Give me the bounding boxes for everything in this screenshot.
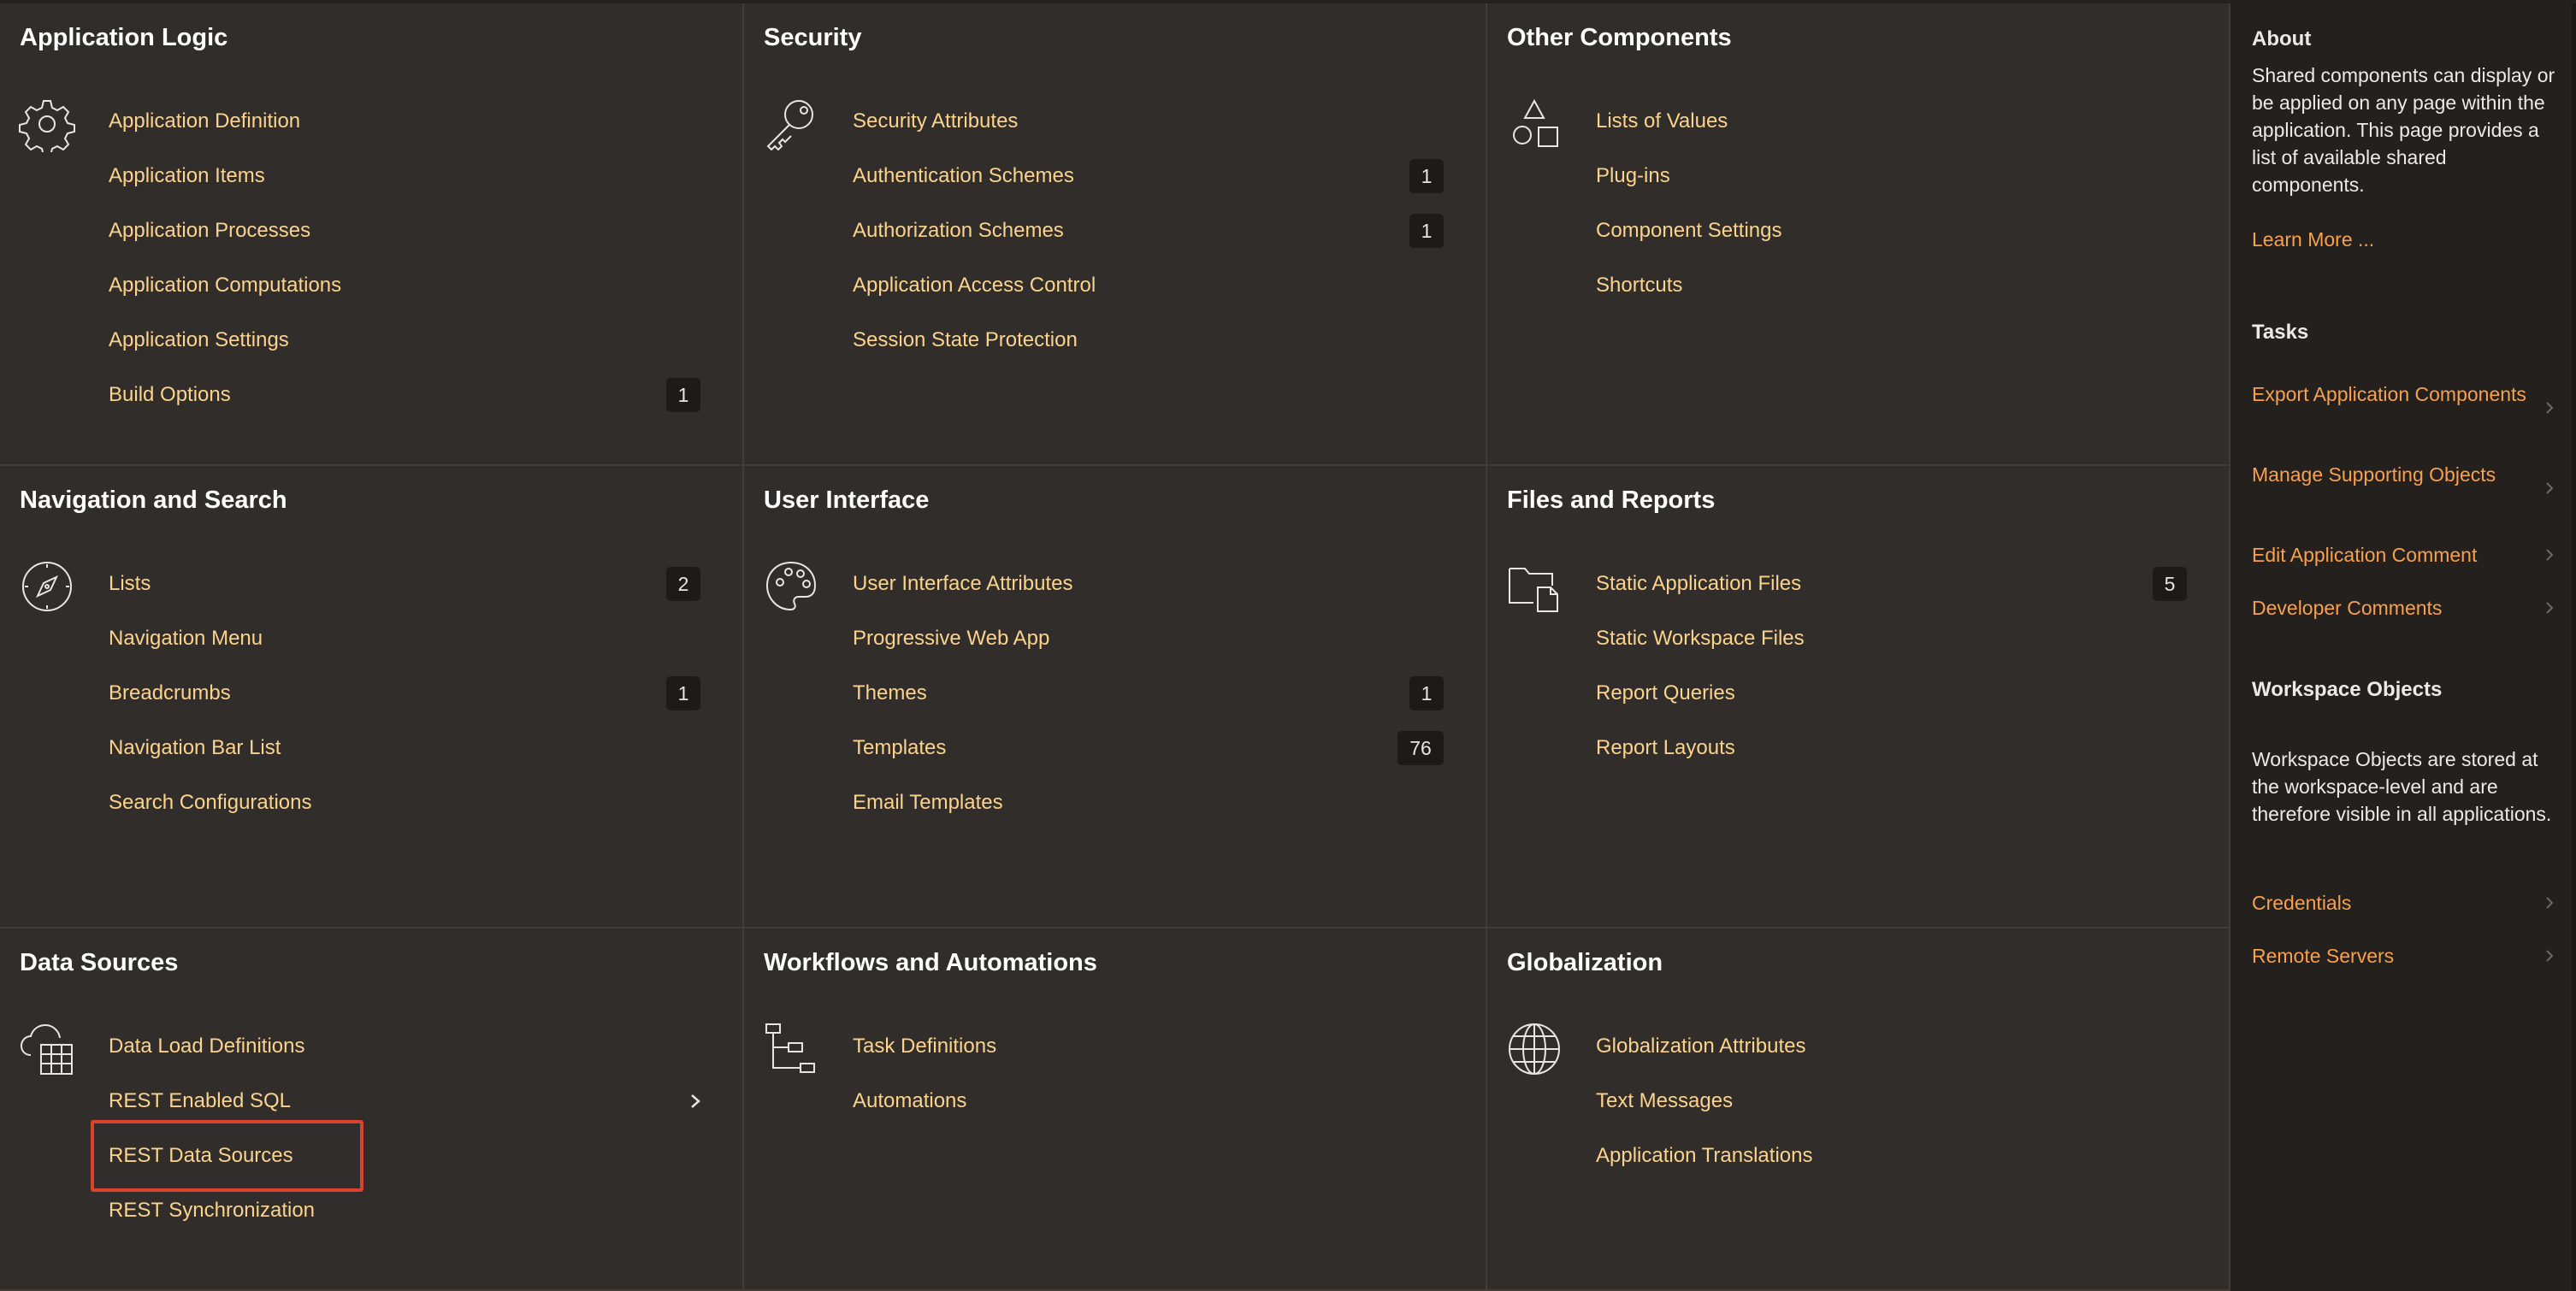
link-report-queries[interactable]: Report Queries [1596,681,1735,704]
link-application-translations[interactable]: Application Translations [1596,1144,1813,1167]
count-badge: 1 [1409,159,1444,193]
about-text: Shared components can display or be applied on any page within the application. This page provides a list of available shared components. [2252,64,2555,196]
count-badge: 1 [666,378,700,412]
globe-icon [1506,1021,1563,1077]
panel-title: Security [764,24,862,51]
link-rest-enabled-sql[interactable]: REST Enabled SQL [109,1089,292,1112]
chevron-right-icon [2542,475,2557,502]
compass-icon [19,558,75,615]
link-static-workspace-files[interactable]: Static Workspace Files [1596,627,1805,650]
task-edit-application-comment[interactable]: Edit Application Comment [2252,544,2478,566]
link-rest-synchronization[interactable]: REST Synchronization [109,1199,316,1222]
link-lists-of-values[interactable]: Lists of Values [1596,109,1728,133]
gear-icon [19,96,75,152]
link-application-items[interactable]: Application Items [109,164,265,187]
link-themes[interactable]: Themes [853,681,927,704]
panel-title: Navigation and Search [20,486,287,514]
link-navigation-menu[interactable]: Navigation Menu [109,627,263,650]
chevron-right-icon [2542,541,2557,569]
link-application-access-control[interactable]: Application Access Control [853,274,1096,297]
panel-title: Application Logic [20,24,228,51]
chevron-right-icon [2542,394,2557,421]
link-breadcrumbs[interactable]: Breadcrumbs [109,681,231,704]
link-text-messages[interactable]: Text Messages [1596,1089,1734,1112]
panel-navigation-search [0,466,744,928]
chevron-right-icon [2542,942,2557,970]
link-application-definition[interactable]: Application Definition [109,109,301,133]
panel-workflows-automations [744,928,1487,1291]
panel-files-reports [1487,466,2230,928]
count-badge: 1 [1409,214,1444,248]
components-grid [0,3,2230,1291]
about-heading: About [2252,27,2312,50]
link-navigation-bar-list[interactable]: Navigation Bar List [109,736,281,759]
panel-title: Other Components [1507,24,1732,51]
link-templates[interactable]: Templates [853,736,947,759]
panel-title: Workflows and Automations [764,949,1097,976]
link-report-layouts[interactable]: Report Layouts [1596,736,1735,759]
link-component-settings[interactable]: Component Settings [1596,219,1782,242]
link-build-options[interactable]: Build Options [109,383,231,406]
panel-other-components [1487,3,2230,466]
shapes-icon [1506,96,1563,152]
count-badge: 2 [666,567,700,601]
palette-icon [763,558,819,615]
folder-files-icon [1506,558,1563,615]
link-session-state-protection[interactable]: Session State Protection [853,328,1078,351]
workspace-objects-heading: Workspace Objects [2252,678,2443,701]
link-plug-ins[interactable]: Plug-ins [1596,164,1670,187]
panel-user-interface [744,466,1487,928]
link-authorization-schemes[interactable]: Authorization Schemes [853,219,1064,242]
link-security-attributes[interactable]: Security Attributes [853,109,1019,133]
highlight-box [91,1120,363,1192]
count-badge: 1 [1409,676,1444,710]
link-application-computations[interactable]: Application Computations [109,274,342,297]
right-sidebar [2230,3,2576,1291]
workspace-objects-text: Workspace Objects are stored at the workspace-level and are therefore visible in all applications. [2252,748,2552,825]
link-globalization-attributes[interactable]: Globalization Attributes [1596,1035,1806,1058]
link-progressive-web-app[interactable]: Progressive Web App [853,627,1050,650]
key-icon [763,96,819,152]
panel-title: Data Sources [20,949,179,976]
link-email-templates[interactable]: Email Templates [853,791,1003,814]
link-lists[interactable]: Lists [109,572,151,595]
link-task-definitions[interactable]: Task Definitions [853,1035,997,1058]
link-search-configurations[interactable]: Search Configurations [109,791,312,814]
panel-security [744,3,1487,466]
link-automations[interactable]: Automations [853,1089,967,1112]
count-badge: 5 [2153,567,2187,601]
link-shortcuts[interactable]: Shortcuts [1596,274,1683,297]
chevron-right-icon [2542,889,2557,917]
task-developer-comments[interactable]: Developer Comments [2252,597,2443,619]
task-export-application-components[interactable]: Export Application Components [2252,383,2526,405]
link-application-processes[interactable]: Application Processes [109,219,311,242]
panel-title: User Interface [764,486,930,514]
link-static-application-files[interactable]: Static Application Files [1596,572,1802,595]
link-remote-servers[interactable]: Remote Servers [2252,945,2395,967]
panel-application-logic [0,3,744,466]
workflow-tree-icon [763,1021,819,1077]
link-credentials[interactable]: Credentials [2252,892,2352,914]
panel-data-sources [0,928,744,1291]
panel-title: Globalization [1507,949,1663,976]
tasks-heading: Tasks [2252,321,2309,344]
count-badge: 1 [666,676,700,710]
chevron-right-icon[interactable] [686,1084,705,1118]
link-authentication-schemes[interactable]: Authentication Schemes [853,164,1074,187]
count-badge: 76 [1397,731,1444,765]
scrollbar[interactable] [2572,3,2576,1291]
panel-title: Files and Reports [1507,486,1716,514]
cloud-table-icon [19,1021,75,1077]
learn-more-link[interactable]: Learn More ... [2252,228,2375,251]
link-rest-data-sources[interactable]: REST Data Sources [109,1144,293,1167]
link-application-settings[interactable]: Application Settings [109,328,289,351]
link-data-load-definitions[interactable]: Data Load Definitions [109,1035,305,1058]
panel-globalization [1487,928,2230,1291]
link-user-interface-attributes[interactable]: User Interface Attributes [853,572,1073,595]
chevron-right-icon [2542,594,2557,622]
task-manage-supporting-objects[interactable]: Manage Supporting Objects [2252,463,2496,486]
